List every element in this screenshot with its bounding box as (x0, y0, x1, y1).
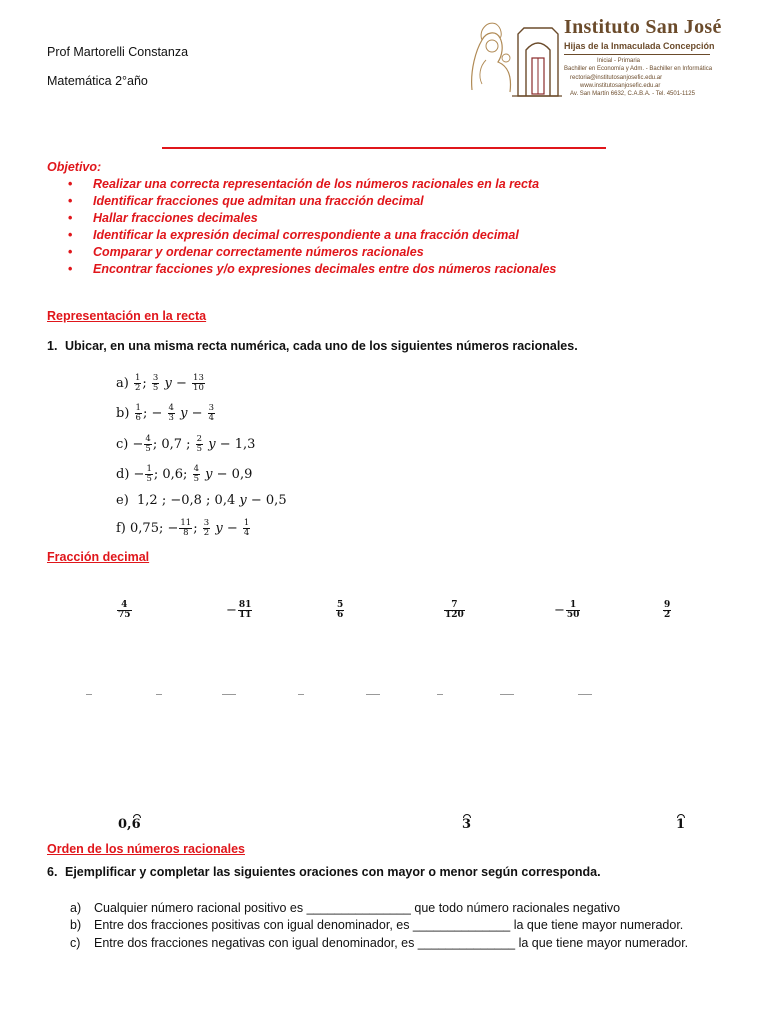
decimal-fraction-2: − $\frac{81}{11}$ (226, 600, 252, 620)
sentence-label: b) (70, 918, 82, 932)
exercise-6-number: 6. (47, 865, 58, 879)
sentence-a: Cualquier número racional positivo es _______________ que todo número racionales negativo (94, 901, 621, 915)
item-d: d) − $\frac{1}{5}$ ; 0,6; $\frac{4}{5}$ y − 0,9 (116, 464, 253, 484)
fraction: $\frac{4}{5}$ (193, 464, 200, 484)
blank-line (500, 694, 514, 695)
logo-line-email: rectoria@institutosanjosefic.edu.ar (570, 75, 663, 81)
sentence-label: a) (70, 901, 82, 915)
blank-line (366, 694, 380, 695)
logo-line-levels: Inicial - Primaria (597, 58, 641, 64)
teacher-name: Prof Martorelli Constanza (47, 45, 189, 59)
fraction: $\frac{1}{4}$ (243, 518, 250, 538)
decimal-fraction-5: − $\frac{1}{50}$ (554, 600, 580, 620)
objectives-list (64, 176, 556, 278)
logo-line-programs: Bachiller en Economía y Adm. - Bachiller en Informática (564, 66, 713, 72)
decimal-fraction-6: $\frac{9}{2}$ (664, 600, 671, 620)
section-title-representation: Representación en la recta (47, 309, 207, 323)
fraction: $\frac{1}{5}$ (146, 464, 152, 484)
item-c: c) − $\frac{4}{5}$ ; 0,7 ; $\frac{2}{5}$ y − 1,3 (116, 434, 256, 454)
objective-item: • Identificar fracciones que admitan una fracción decimal (64, 193, 556, 210)
objective-item: • Realizar una correcta representación de los números racionales en la recta (64, 176, 556, 193)
objectives-title: Objetivo: (47, 160, 102, 174)
item-label: c) (116, 437, 129, 452)
blank-line (298, 694, 304, 695)
decimal-fraction-4: $\frac{7}{120}$ (445, 600, 464, 620)
fraction: $\frac{2}{5}$ (196, 434, 203, 454)
logo-title: Instituto San José (564, 16, 722, 38)
school-emblem-icon (452, 10, 562, 100)
logo-divider (564, 54, 710, 55)
blank-line (86, 694, 92, 695)
header-separator (162, 147, 606, 149)
item-label: d) (116, 467, 130, 482)
decimal-fraction-1: $\frac{4}{75}$ (118, 600, 131, 620)
blank-line (222, 694, 236, 695)
subject-name: Matemática 2°año (47, 74, 148, 88)
periodic-decimal-1: 0,6 (118, 817, 141, 832)
item-label: a) (116, 376, 129, 391)
objective-item: • Encontrar facciones y/o expresiones decimales entre dos números racionales (64, 261, 556, 278)
fraction: $\frac{1}{2}$ (134, 373, 141, 393)
fraction: $\frac{13}{10}$ (193, 373, 204, 393)
objective-item: • Comparar y ordenar correctamente números racionales (64, 244, 556, 261)
section-title-order: Orden de los números racionales (47, 842, 245, 856)
item-label: b) (116, 406, 130, 421)
exercise-1-number: 1. (47, 339, 58, 353)
fraction: $\frac{3}{4}$ (208, 403, 215, 423)
item-a: a) $\frac{1}{2}$ ; $\frac{3}{5}$ y − $\frac{13}{10}$ (116, 373, 204, 393)
objective-item: • Identificar la expresión decimal correspondiente a una fracción decimal (64, 227, 556, 244)
fraction: $\frac{1}{6}$ (135, 403, 141, 423)
school-logo (452, 10, 722, 100)
blank-line (156, 694, 162, 695)
item-e: e) 1,2 ; −0,8 ; 0,4 y − 0,5 (116, 493, 287, 508)
section-title-decimal-fraction: Fracción decimal (47, 550, 150, 564)
logo-line-website: www.institutosanjosefic.edu.ar (580, 83, 661, 89)
exercise-6-text: Ejemplificar y completar las siguientes oraciones con mayor o menor según corresponda. (65, 865, 601, 879)
sentence-b: Entre dos fracciones positivas con igual denominador, es ______________ la que tiene mayor numerador. (94, 918, 684, 932)
fraction: $\frac{4}{3}$ (168, 403, 174, 423)
fraction: $\frac{11}{8}$ (180, 518, 192, 538)
item-label: e) (116, 493, 129, 508)
fraction: $\frac{4}{5}$ (145, 434, 151, 454)
sentence-label: c) (70, 936, 81, 950)
periodic-decimal-2: 3 (462, 817, 472, 832)
exercise-1-text: Ubicar, en una misma recta numérica, cada uno de los siguientes números racionales. (65, 339, 578, 353)
periodic-decimal-3: 1 (676, 817, 686, 832)
logo-subtitle: Hijas de la Inmaculada Concepción (564, 41, 715, 51)
item-b: b) $\frac{1}{6}$ ; − $\frac{4}{3}$ y − $\frac{3}{4}$ (116, 403, 215, 423)
decimal-fraction-3: $\frac{5}{6}$ (337, 600, 344, 620)
blank-line (578, 694, 592, 695)
item-label: f) (116, 521, 126, 536)
objective-item: • Hallar fracciones decimales (64, 210, 556, 227)
fraction: $\frac{3}{2}$ (203, 518, 210, 538)
logo-line-address: Av. San Martín 6632, C.A.B.A. - Tel. 4501-1125 (570, 91, 695, 97)
sentence-c: Entre dos fracciones negativas con igual denominador, es ______________ la que tiene mayor numerador. (94, 936, 689, 950)
blank-line (437, 694, 443, 695)
item-f: f) 0,75; − $\frac{11}{8}$ ; $\frac{3}{2}$ y − $\frac{1}{4}$ (116, 518, 250, 538)
fraction: $\frac{3}{5}$ (152, 373, 159, 393)
